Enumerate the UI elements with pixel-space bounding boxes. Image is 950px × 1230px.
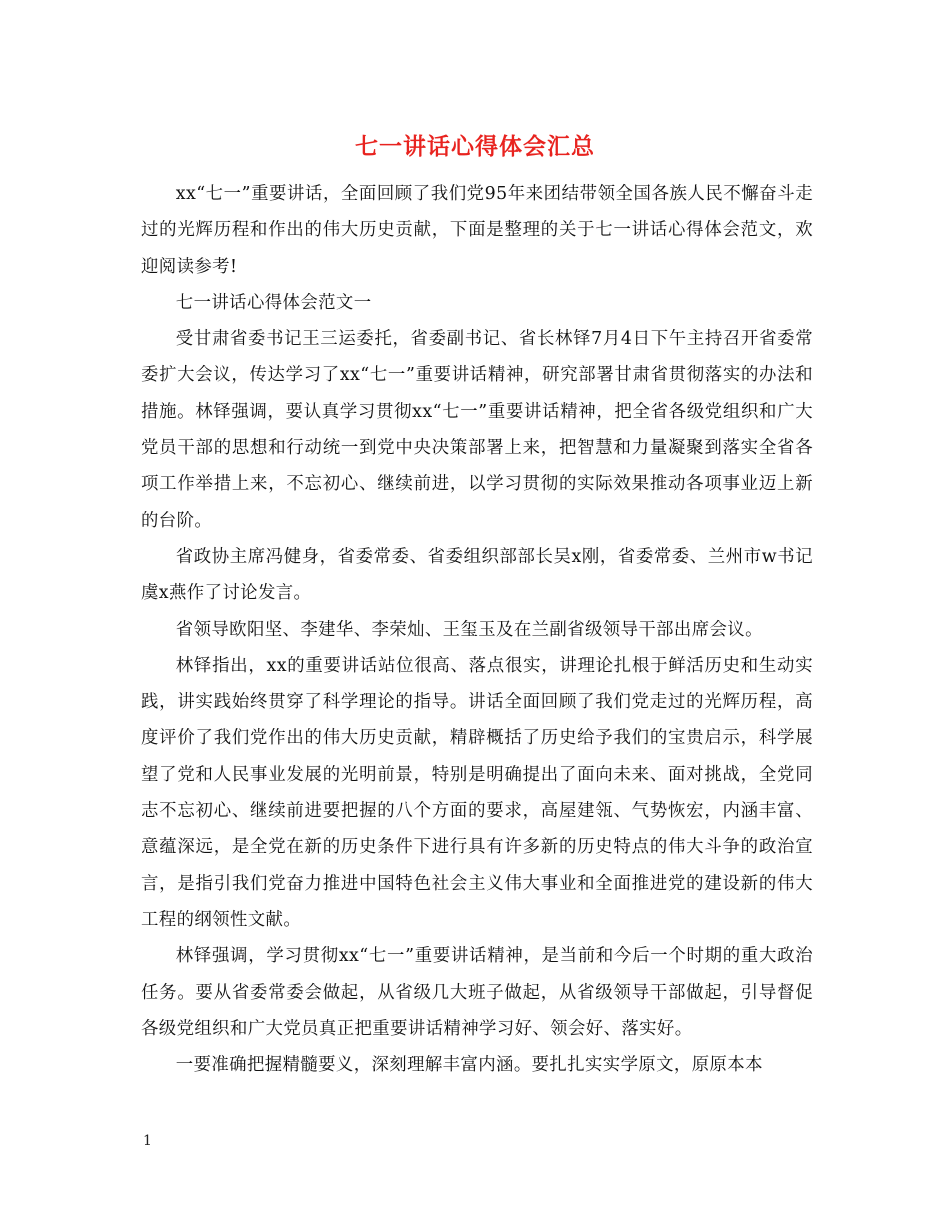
paragraph: 受甘肃省委书记王三运委托，省委副书记、省长林铎7月4日下午主持召开省委常委扩大会议，传达学习了xx“七一”重要讲话精神，研究部署甘肃省贯彻落实的办法和措施。林铎强调，要认真学习贯彻xx“七一”重要讲话精神，把全省各级党组织和广大党员干部的思想和行动统一到党中央决策部署上来，把智慧和力量凝聚到落实全省各项工作举措上来，不忘初心、继续前进，以学习贯彻的实际效果推动各项事业迈上新的台阶。 [141, 329, 813, 531]
page-number: 1 [143, 1133, 152, 1149]
section-heading: 七一讲话心得体会范文一 [175, 292, 372, 313]
paragraph: 省政协主席冯健身，省委常委、省委组织部部长吴x刚，省委常委、兰州市w书记虞x燕作了讨论发言。 [141, 546, 813, 604]
document-title: 七一讲话心得体会汇总 [355, 133, 595, 160]
paragraph: 省领导欧阳坚、李建华、李荣灿、王玺玉及在兰副省级领导干部出席会议。 [175, 619, 763, 640]
paragraph-intro: xx“七一”重要讲话，全面回顾了我们党95年来团结带领全国各族人民不懈奋斗走过的光辉历程和作出的伟大历史贡献，下面是整理的关于七一讲话心得体会范文，欢迎阅读参考! [141, 184, 813, 277]
paragraph: 林铎指出，xx的重要讲话站位很高、落点很实，讲理论扎根于鲜活历史和生动实践，讲实践始终贯穿了科学理论的指导。讲话全面回顾了我们党走过的光辉历程，高度评价了我们党作出的伟大历史贡献，精辟概括了历史给予我们的宝贵启示，科学展望了党和人民事业发展的光明前景，特别是明确提出了面向未来、面对挑战，全党同志不忘初心、继续前进要把握的八个方面的要求，高屋建瓴、气势恢宏，内涵丰富、意蕴深远，是全党在新的历史条件下进行具有许多新的历史特点的伟大斗争的政治宣言，是指引我们党奋力推进中国特色社会主义伟大事业和全面推进党的建设新的伟大工程的纲领性文献。 [141, 655, 813, 930]
document-body [141, 176, 813, 1083]
paragraph: 林铎强调，学习贯彻xx“七一”重要讲话精神，是当前和今后一个时期的重大政治任务。要从省委常委会做起，从省级几大班子做起，从省级领导干部做起，引导督促各级党组织和广大党员真正把重要讲话精神学习好、领会好、落实好。 [141, 946, 813, 1039]
paragraph: 一要准确把握精髓要义，深刻理解丰富内涵。要扎扎实实学原文，原原本本 [175, 1055, 763, 1076]
